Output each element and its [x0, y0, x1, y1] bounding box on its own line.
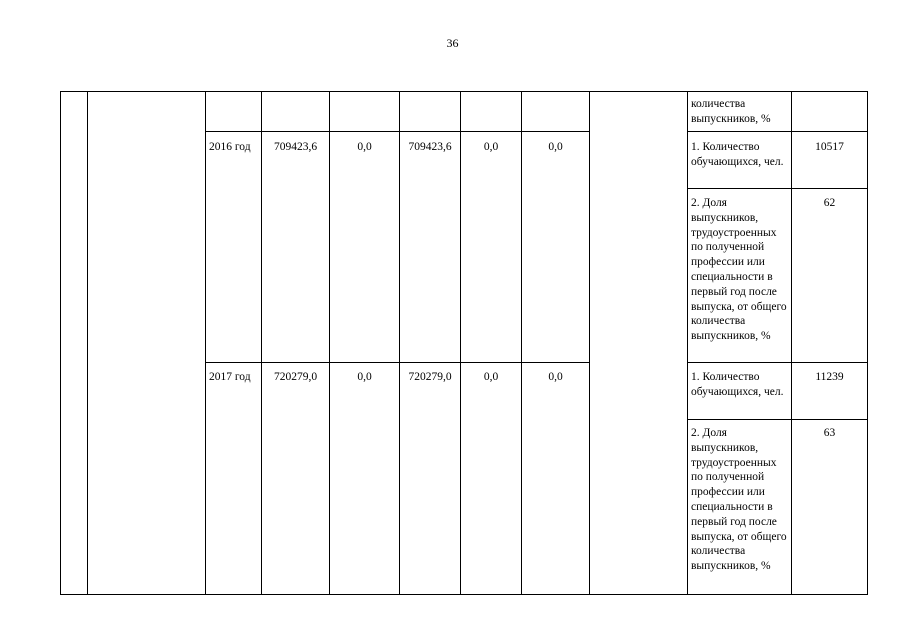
column-divider [521, 91, 522, 594]
indicator-2016-students-value: 10517 [815, 141, 844, 153]
table-border-top [60, 91, 868, 92]
table-border-right [867, 91, 868, 594]
year-label-2016: 2016 год [209, 141, 251, 153]
cell-2016-federal: 0,0 [357, 141, 372, 153]
column-divider [791, 91, 792, 594]
table-border-left [60, 91, 61, 594]
cell-2017-federal: 0,0 [357, 371, 372, 383]
row-divider [205, 362, 590, 363]
column-divider [329, 91, 330, 594]
cell-2017-other: 0,0 [548, 371, 563, 383]
cell-2016-other: 0,0 [548, 141, 563, 153]
table-border-bottom [60, 594, 868, 595]
cell-2016-total: 709423,6 [273, 141, 318, 153]
indicator-2016-students-text: 1. Количество обучающихся, чел. [691, 141, 784, 168]
row-divider [687, 188, 868, 189]
page-number: 36 [446, 36, 459, 50]
cell-2016-local: 0,0 [483, 141, 499, 153]
cell-2017-total: 720279,0 [273, 371, 318, 383]
indicator-2017-students-value: 11239 [815, 371, 844, 383]
column-divider [205, 91, 206, 594]
column-divider [687, 91, 688, 594]
row-divider [687, 131, 868, 132]
column-divider [87, 91, 88, 594]
row-divider [687, 362, 868, 363]
year-label-2017: 2017 год [209, 371, 251, 383]
row-divider [687, 419, 868, 420]
continuation-indicator-text: количества выпускников, % [691, 98, 771, 125]
column-divider [589, 91, 590, 594]
indicator-2017-graduates-value: 63 [823, 427, 836, 439]
cell-2016-regional: 709423,6 [408, 141, 452, 153]
cell-2017-regional: 720279,0 [408, 371, 452, 383]
column-divider [261, 91, 262, 594]
indicator-2017-students-text: 1. Количество обучающихся, чел. [691, 371, 784, 398]
column-divider [399, 91, 400, 594]
indicator-2016-graduates-text: 2. Доля выпускников, трудоустроенных по полученной профессии или специальности в первый год после выпуска, от общего количества выпускников, % [691, 197, 787, 343]
indicator-2017-graduates-text: 2. Доля выпускников, трудоустроенных по полученной профессии или специальности в первый год после выпуска, от общего количества выпускников, % [691, 427, 787, 573]
cell-2017-local: 0,0 [483, 371, 499, 383]
row-divider [205, 131, 590, 132]
indicator-2016-graduates-value: 62 [823, 197, 836, 209]
column-divider [460, 91, 461, 594]
